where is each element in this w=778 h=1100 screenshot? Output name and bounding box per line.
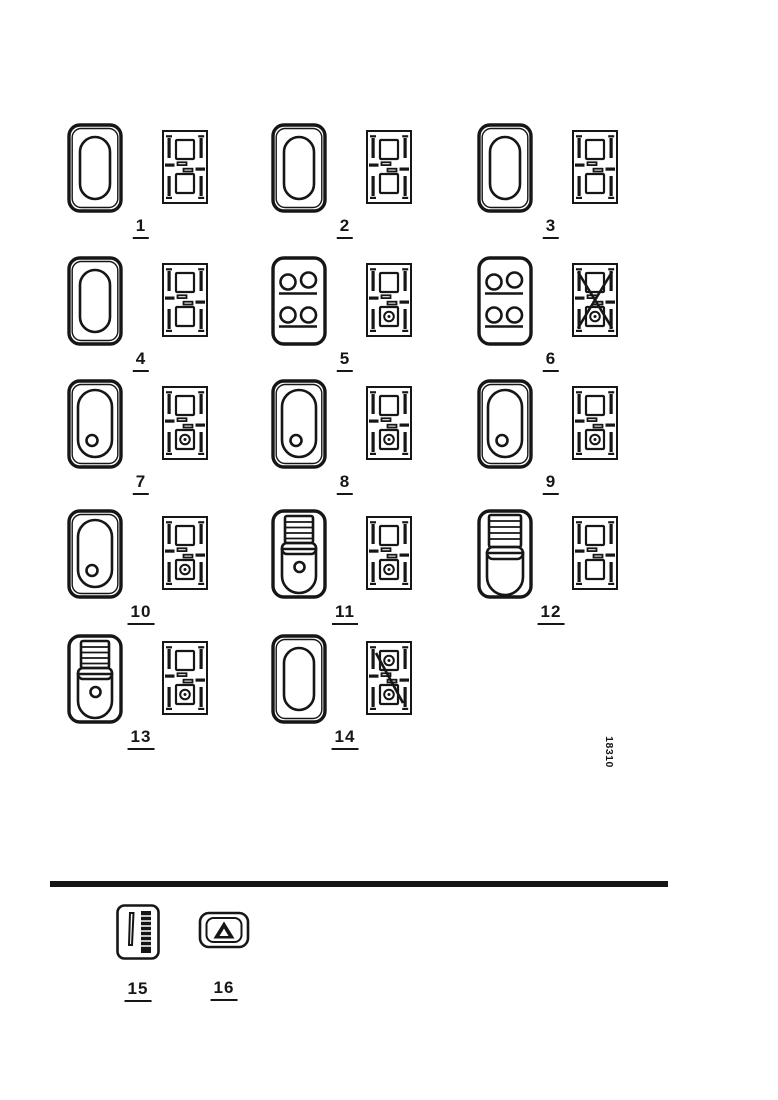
connector-back-view-icon [161,262,209,338]
connector-back-view-icon [365,129,413,205]
connector-back-view-icon [365,515,413,591]
connector-back-view-icon [161,129,209,205]
item-number-label: 10 [128,602,155,625]
connector-back-view-icon [365,385,413,461]
lighter-element-icon [115,903,161,961]
hazard-switch-icon [198,911,250,949]
item-number-label: 3 [543,216,559,239]
item-number-label: 13 [128,727,155,750]
connector-back-view-icon [571,262,619,338]
section-divider [50,881,668,887]
item-number-label: 7 [133,472,149,495]
switch-front-view-icon [270,255,328,347]
connector-back-view-icon [161,385,209,461]
item-number-label: 1 [133,216,149,239]
switch-front-view-icon [66,508,124,600]
connector-back-view-icon [571,515,619,591]
item-number-label: 16 [211,978,238,1001]
connector-back-view-icon [161,640,209,716]
connector-back-view-icon [365,262,413,338]
switch-front-view-icon [66,122,124,214]
item-number-label: 9 [543,472,559,495]
switch-front-view-icon [476,255,534,347]
item-number-label: 12 [538,602,565,625]
switch-front-view-icon [270,633,328,725]
switch-front-view-icon [66,378,124,470]
switch-front-view-icon [270,378,328,470]
connector-back-view-icon [161,515,209,591]
item-number-label: 15 [125,979,152,1002]
item-number-label: 5 [337,349,353,372]
switch-front-view-icon [476,122,534,214]
switch-front-view-icon [66,633,124,725]
item-number-label: 14 [332,727,359,750]
switch-front-view-icon [476,378,534,470]
figure-code [600,722,618,782]
item-number-label: 2 [337,216,353,239]
item-number-label: 4 [133,349,149,372]
switch-item-group [115,903,161,998]
connector-back-view-icon [365,640,413,716]
switch-front-view-icon [66,255,124,347]
item-number-label: 8 [337,472,353,495]
item-number-label: 6 [543,349,559,372]
switch-front-view-icon [270,508,328,600]
switch-front-view-icon [270,122,328,214]
item-number-label: 11 [332,602,358,625]
switch-front-view-icon [476,508,534,600]
figure-code-text: 18310 [603,736,616,768]
connector-back-view-icon [571,385,619,461]
connector-back-view-icon [571,129,619,205]
switch-item-group [198,911,250,997]
